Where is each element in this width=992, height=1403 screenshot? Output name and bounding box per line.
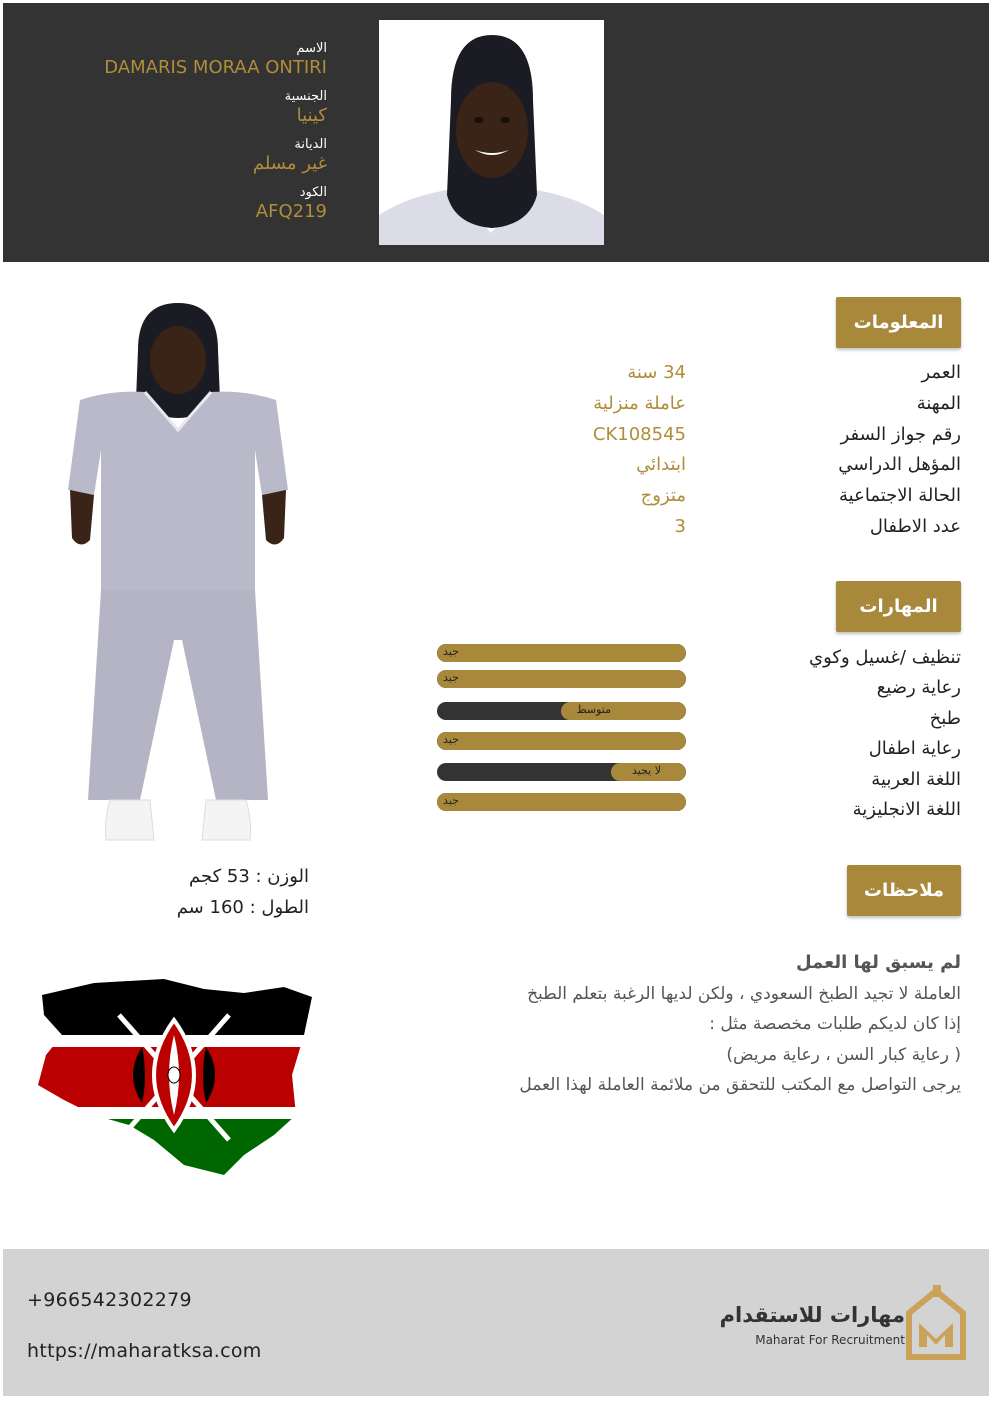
skill-label: طبخ (929, 708, 961, 729)
skill-level: جيد (443, 645, 459, 658)
name-value: DAMARIS MORAA ONTIRI (104, 57, 327, 78)
passport-value: CK108545 (592, 424, 686, 445)
company-logo (719, 1285, 967, 1361)
info-row-children (401, 516, 961, 547)
skill-bar-fill (437, 732, 686, 750)
skill-level: جيد (443, 671, 459, 684)
logo-arabic-text: مهارات للاستقدام (719, 1303, 905, 1327)
full-body-photo (50, 300, 310, 845)
info-row-education (401, 454, 961, 485)
skill-bar (437, 793, 686, 811)
info-row-marital (401, 485, 961, 516)
education-label: المؤهل الدراسي (838, 454, 961, 475)
notes-text (421, 948, 961, 1101)
kenya-flag-map (34, 975, 314, 1180)
info-row-passport (401, 424, 961, 455)
name-label: الاسم (296, 41, 327, 56)
phone-number[interactable]: +966542302279 (27, 1289, 192, 1311)
info-row-profession (401, 393, 961, 424)
children-label: عدد الاطفال (869, 516, 961, 537)
education-value: ابتدائي (636, 454, 686, 475)
profession-value: عاملة منزلية (593, 393, 686, 414)
skill-level: جيد (443, 733, 459, 746)
notes-line: يرجى التواصل مع المكتب للتحقق من ملائمة العاملة لهذا العمل (519, 1075, 961, 1095)
header-fields (67, 41, 327, 233)
religion-label: الديانة (294, 137, 327, 152)
skill-bar-fill (437, 793, 686, 811)
nationality-value: كينيا (296, 105, 327, 126)
children-value: 3 (674, 516, 686, 537)
skill-level: جيد (443, 794, 459, 807)
footer (3, 1249, 989, 1396)
skill-bar (437, 670, 686, 688)
notes-section-title: ملاحظات (847, 865, 961, 916)
skill-label: تنظيف /غسيل وكوي (809, 647, 961, 668)
skill-bar (437, 732, 686, 750)
profession-label: المهنة (916, 393, 961, 414)
skill-label: رعاية اطفال (868, 738, 961, 759)
notes-line: إذا كان لديكم طلبات مخصصة مثل : (709, 1014, 961, 1034)
website-link[interactable]: https://maharatksa.com (27, 1340, 262, 1362)
skill-level: لا يجيد (631, 764, 661, 777)
skill-label: اللغة العربية (871, 769, 961, 790)
marital-value: متزوج (640, 485, 686, 506)
notes-line: ( رعاية كبار السن ، رعاية مريض) (726, 1044, 961, 1065)
age-label: العمر (921, 362, 961, 383)
skill-bar-fill (437, 644, 686, 662)
skills-section-title: المهارات (836, 581, 961, 632)
skill-bar (437, 763, 686, 781)
nationality-label: الجنسية (284, 89, 327, 104)
logo-english-text: Maharat For Recruitment (755, 1333, 905, 1347)
code-value: AFQ219 (255, 201, 327, 222)
skill-bar-fill (437, 670, 686, 688)
info-section-title: المعلومات (836, 297, 961, 348)
height-text: الطول : 160 سم (176, 897, 309, 918)
religion-value: غير مسلم (252, 153, 327, 174)
portrait-photo (379, 20, 604, 245)
skill-label: رعاية رضيع (876, 677, 961, 698)
skill-bar (437, 702, 686, 720)
weight-text: الوزن : 53 كجم (189, 866, 309, 887)
code-label: الكود (299, 185, 327, 200)
skill-label: اللغة الانجليزية (852, 799, 961, 820)
skill-bar (437, 644, 686, 662)
skill-level: متوسط (576, 703, 611, 716)
age-value: 34 سنة (627, 362, 686, 383)
marital-label: الحالة الاجتماعية (839, 485, 961, 506)
notes-line: العاملة لا تجيد الطبخ السعودي ، ولكن لديها الرغبة بتعلم الطبخ (527, 983, 961, 1004)
passport-label: رقم جواز السفر (840, 424, 961, 445)
info-row-age (401, 362, 961, 393)
notes-line: لم يسبق لها العمل (796, 952, 961, 973)
